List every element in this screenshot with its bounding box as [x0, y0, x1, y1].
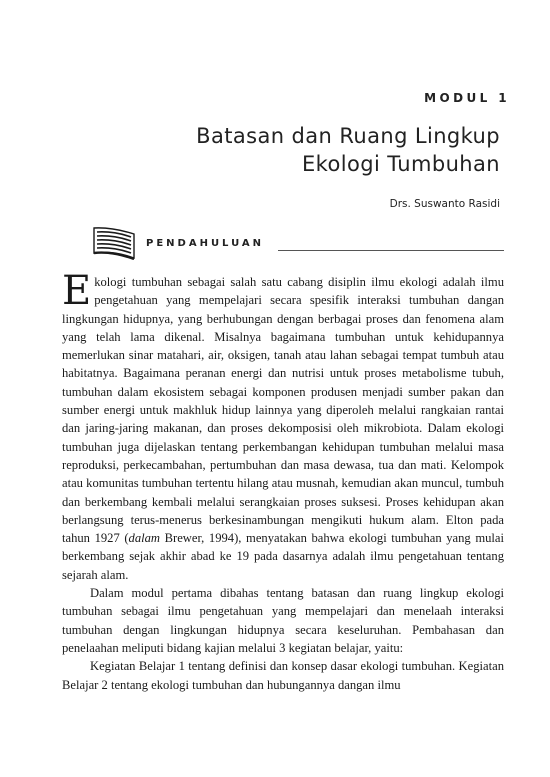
- section-heading: PENDAHULUAN: [146, 238, 264, 249]
- title-line-2: Ekologi Tumbuhan: [302, 152, 500, 176]
- section-divider: [278, 250, 504, 251]
- body-text: [62, 268, 504, 694]
- page-title: [196, 122, 500, 178]
- title-line-1: Batasan dan Ruang Lingkup: [196, 124, 500, 148]
- paragraph-2: Dalam modul pertama dibahas tentang batasan dan ruang lingkup ekologi tumbuhan sebagai ilmu pengetahuan yang mempelajari dan menelaah interaksi tumbuhan dengan lingkungan hidupnya secara keseluruhan. Pembahasan dan penelaahan meliputi bidang kajian melalui 3 kegiatan belajar, yaitu:: [62, 586, 504, 655]
- paragraph-1: [62, 268, 504, 584]
- author-name: Drs. Suswanto Rasidi: [389, 198, 500, 210]
- open-book-icon: [92, 226, 136, 260]
- paragraph-1-text: kologi tumbuhan sebagai salah satu cabang disiplin ilmu ekologi adalah ilmu pengetahuan yang mempelajari secara spesifik interaksi tumbuhan dangan lingkungan hidupnya, yang berhubungan dengan berbagai proses dan fenomena alam yang telah lama dikenal. Misalnya bagaimana tumbuhan untuk kehidupannya memerlukan sinar matahari, air, oksigen, tanah atau lahan sebagai tempat tumbuh atau habitatnya. Bagaimana peranan energi dan nutrisi untuk proses metabolisme tubuh, tumbuhan dalam ekosistem sebagai komponen produsen menjadi sumber pakan dan sumber energi untuk makhluk hidup lainnya yang diperoleh melalui rangkaian rantai dan jaring-jaring makanan, dan proses dekomposisi oleh mikrobiota. Dalam ekologi tumbuhan juga dijelaskan tentang perkembangan kehidupan tumbuhan melalui masa reproduksi, perkecambahan, pertumbuhan dan masa dewasa, tua dan mati. Kelompok atau komunitas tumbuhan tertentu hilang atau musnah, kemudian akan muncul, tumbuh dan berkembang kembali melalui serangkaian proses suksesi. Proses kehidupan akan berlangsung terus-menerus berkesinambungan mengikuti hukum alam. Elton pada tahun 1927 (: [62, 275, 504, 546]
- section-header: [92, 225, 504, 265]
- paragraph-3: Kegiatan Belajar 1 tentang definisi dan konsep dasar ekologi tumbuhan. Kegiatan Belajar 2 tentang ekologi tumbuhan dan hubungannya dangan ilmu: [62, 659, 504, 692]
- paragraph-1-emphasis: dalam: [128, 531, 161, 546]
- module-label: MODUL 1: [424, 91, 510, 105]
- paragraph-1-text-end: Brewer, 1994), menyatakan bahwa ekologi tumbuhan yang mulai berkembang sejak akhir abad ke 19 pada dasarnya adalah ilmu pengetahuan tentang sejarah alam.: [62, 531, 504, 582]
- drop-cap: E: [62, 268, 92, 314]
